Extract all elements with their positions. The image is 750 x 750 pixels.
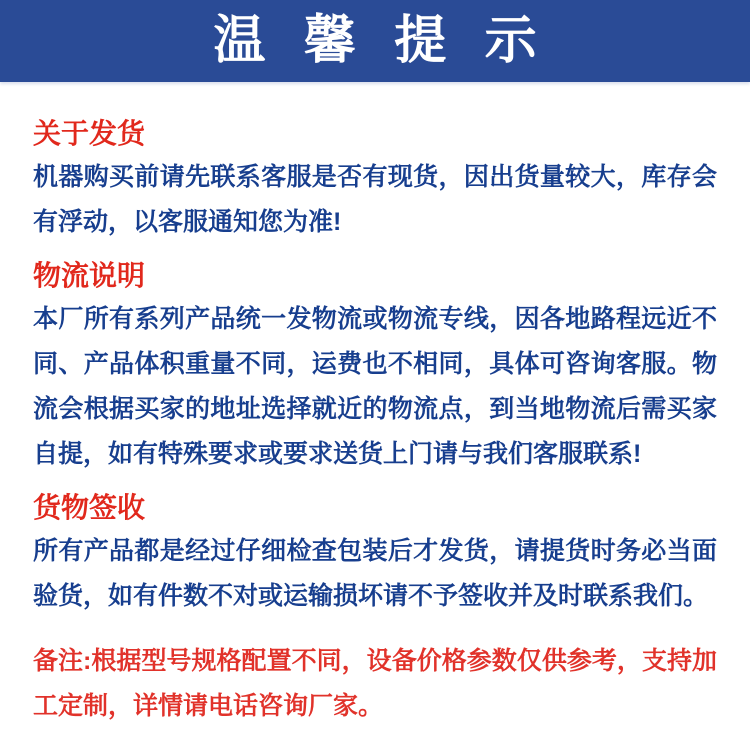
section-logistics-heading: 物流说明	[33, 260, 146, 291]
page-title: 温 馨 提 示	[213, 12, 549, 70]
note-text: 备注:根据型号规格配置不同，设备价格参数仅供参考，支持加工定制，详情请电话咨询厂家。	[33, 647, 717, 720]
notice-content	[0, 82, 750, 729]
section-receipt-body: 所有产品都是经过仔细检查包装后才发货，请提货时务必当面验货，如有件数不对或运输损坏请不予签收并及时联系我们。	[33, 537, 717, 610]
section-receipt	[33, 492, 717, 619]
section-shipping	[33, 118, 717, 245]
section-logistics-body: 本厂所有系列产品统一发物流或物流专线，因各地路程远近不同、产品体积重量不同，运费也不相同，具体可咨询客服。物流会根据买家的地址选择就近的物流点，到当地物流后需买家自提，如有特殊要求或要求送货上门请与我们客服联系!	[33, 305, 717, 468]
section-shipping-heading: 关于发货	[33, 118, 146, 149]
section-shipping-body: 机器购买前请先联系客服是否有现货，因出货量较大，库存会有浮动，以客服通知您为准!	[33, 163, 717, 236]
section-logistics	[33, 260, 717, 477]
section-receipt-heading: 货物签收	[33, 492, 146, 523]
banner	[0, 0, 750, 82]
